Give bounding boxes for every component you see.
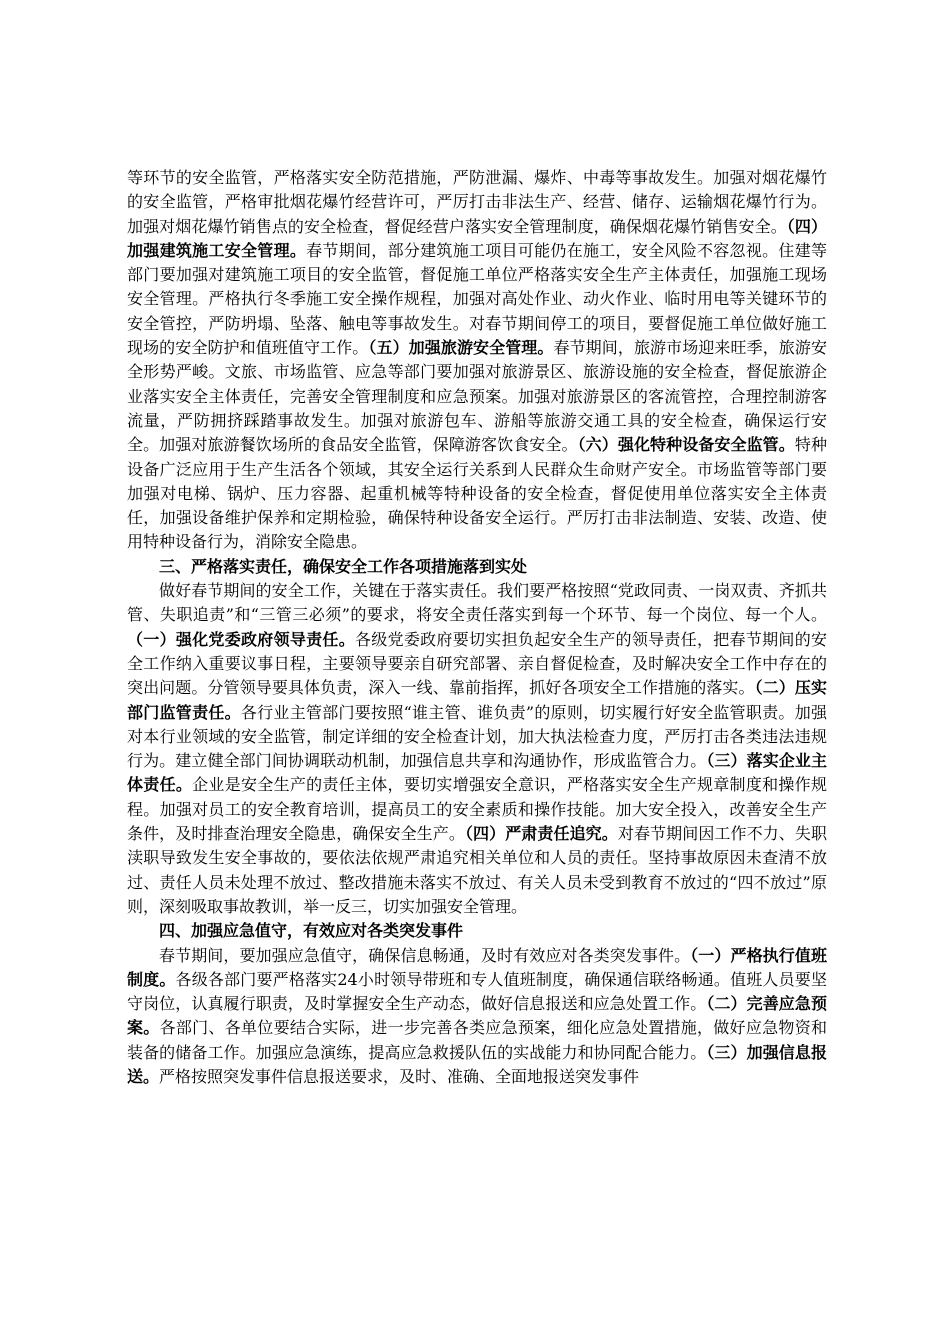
p3-text: 严格按照突发事件信息报送要求，及时、准确、全面地报送突发事件 bbox=[159, 1066, 640, 1086]
p2-subheading-1: （一）强化党委政府领导责任。 bbox=[127, 629, 355, 649]
p3-subheading-3: （三）加强信息报送。 bbox=[127, 1042, 827, 1086]
section-heading-3: 三、严格落实责任，确保安全工作各项措施落到实处 bbox=[159, 556, 528, 576]
p3-text: 各部门、各单位要结合实际，进一步完善各类应急预案，细化应急处置措施，做好应急物资和装备的储备工作。加强应急演练，提高应急救援队伍的实战能力和协同配合能力。 bbox=[127, 1018, 827, 1062]
p2-text: 各行业主管部门要按照“谁主管、谁负责”的原则，切实履行好安全监管职责。加强对本行业领域的安全监管，制定详细的安全检查计划，加大执法检查力度，严厉打击各类违法违规行为。建立健全部门间协调联动机制，加强信息共享和沟通协作，形成监管合力。 bbox=[127, 702, 827, 771]
p2-text: 对春节期间因工作不力、失职渎职导致发生安全事故的，要依法依规严肃追究相关单位和人员的责任。坚持事故原因未查清不放过、责任人员未处理不放过、整改措施未落实不放过、有关人员未受到教育不放过的“四不放过”原则，深刻吸取事故教训，举一反三，切实加强安全管理。 bbox=[127, 824, 827, 916]
p1-text: 春节期间，部分建筑施工项目可能仍在施工，安全风险不容忽视。住建等部门要加强对建筑施工项目的安全监管，督促施工单位严格落实安全生产主体责任，加强施工现场安全管理。严格执行冬季施工安全操作规程，加强对高处作业、动火作业、临时用电等关键环节的安全管控，严防坍塌、坠落、触电等事故发生。对春节期间停工的项目，要督促施工单位做好施工现场的安全防护和值班值守工作。 bbox=[127, 240, 827, 358]
p1-subheading-6: （六）强化特种设备安全监管。 bbox=[577, 435, 795, 455]
p2-subheading-4: （四）严肃责任追究。 bbox=[464, 824, 618, 844]
document-page bbox=[127, 166, 827, 1089]
p2-text: 企业是安全生产的责任主体，要切实增强安全意识，严格落实安全生产规章制度和操作规程。加强对员工的安全教育培训，提高员工的安全素质和操作技能。加大安全投入，改善安全生产条件，及时排查治理安全隐患，确保安全生产。 bbox=[127, 775, 827, 844]
p3-text: 春节期间，要加强应急值守，确保信息畅通，及时有效应对各类突发事件。 bbox=[159, 945, 691, 965]
p2-subheading-3: （三）落实企业主体责任。 bbox=[127, 751, 827, 795]
p1-text: 特种设备广泛应用于生产生活各个领域，其安全运行关系到人民群众生命财产安全。市场监管等部门要加强对电梯、锅炉、压力容器、起重机械等特种设备的安全检查，督促使用单位落实安全主体责任，加强设备维护保养和定期检验，确保特种设备安全运行。严厉打击非法制造、安装、改造、使用特种设备行为，消除安全隐患。 bbox=[127, 435, 827, 552]
p2-subheading-2: （二）压实部门监管责任。 bbox=[127, 678, 827, 722]
p3-subheading-1: （一）严格执行值班制度。 bbox=[127, 945, 827, 989]
p3-subheading-2: （二）完善应急预案。 bbox=[127, 994, 827, 1038]
p2-text: 各级党委政府要切实担负起安全生产的领导责任，把春节期间的安全工作纳入重要议事日程，主要领导要亲自研究部署、亲自督促检查，及时解决安全工作中存在的突出问题。分管领导要具体负责，深入一线、靠前指挥，抓好各项安全工作措施的落实。 bbox=[127, 629, 827, 698]
p1-text: 春节期间，旅游市场迎来旺季，旅游安全形势严峻。文旅、市场监管、应急等部门要加强对旅游景区、旅游设施的安全检查，督促旅游企业落实安全主体责任，完善安全管理制度和应急预案。加强对旅游景区的客流管控，合理控制游客流量，严防拥挤踩踏事故发生。加强对旅游包车、游船等旅游交通工具的安全检查，确保运行安全。加强对旅游餐饮场所的食品安全监管，保障游客饮食安全。 bbox=[127, 338, 827, 455]
paragraph-1 bbox=[127, 166, 827, 555]
paragraph-3 bbox=[127, 944, 827, 1090]
p3-text: 各级各部门要严格落实24小时领导带班和专人值班制度，确保通信联络畅通。值班人员要坚守岗位，认真履行职责，及时掌握安全生产动态，做好信息报送和应急处置工作。 bbox=[127, 969, 827, 1014]
p1-text: 等环节的安全监管，严格落实安全防范措施，严防泄漏、爆炸、中毒等事故发生。加强对烟花爆竹的安全监管，严格审批烟花爆竹经营许可，严厉打击非法生产、经营、储存、运输烟花爆竹行为。加强对烟花爆竹销售点的安全检查，督促经营户落实安全管理制度，确保烟花爆竹销售安全。 bbox=[127, 168, 827, 236]
paragraph-2 bbox=[127, 579, 827, 919]
p2-text: 做好春节期间的安全工作，关键在于落实责任。我们要严格按照“党政同责、一岗双责、齐抓共管、失职追责”和“三管三必须”的要求，将安全责任落实到每一个环节、每一个岗位、每一个人。 bbox=[127, 581, 827, 625]
section-heading-4: 四、加强应急值守，有效应对各类突发事件 bbox=[159, 921, 464, 941]
p1-subheading-4: （四）加强建筑施工安全管理。 bbox=[127, 216, 827, 260]
p1-subheading-5: （五）加强旅游安全管理。 bbox=[368, 338, 554, 358]
